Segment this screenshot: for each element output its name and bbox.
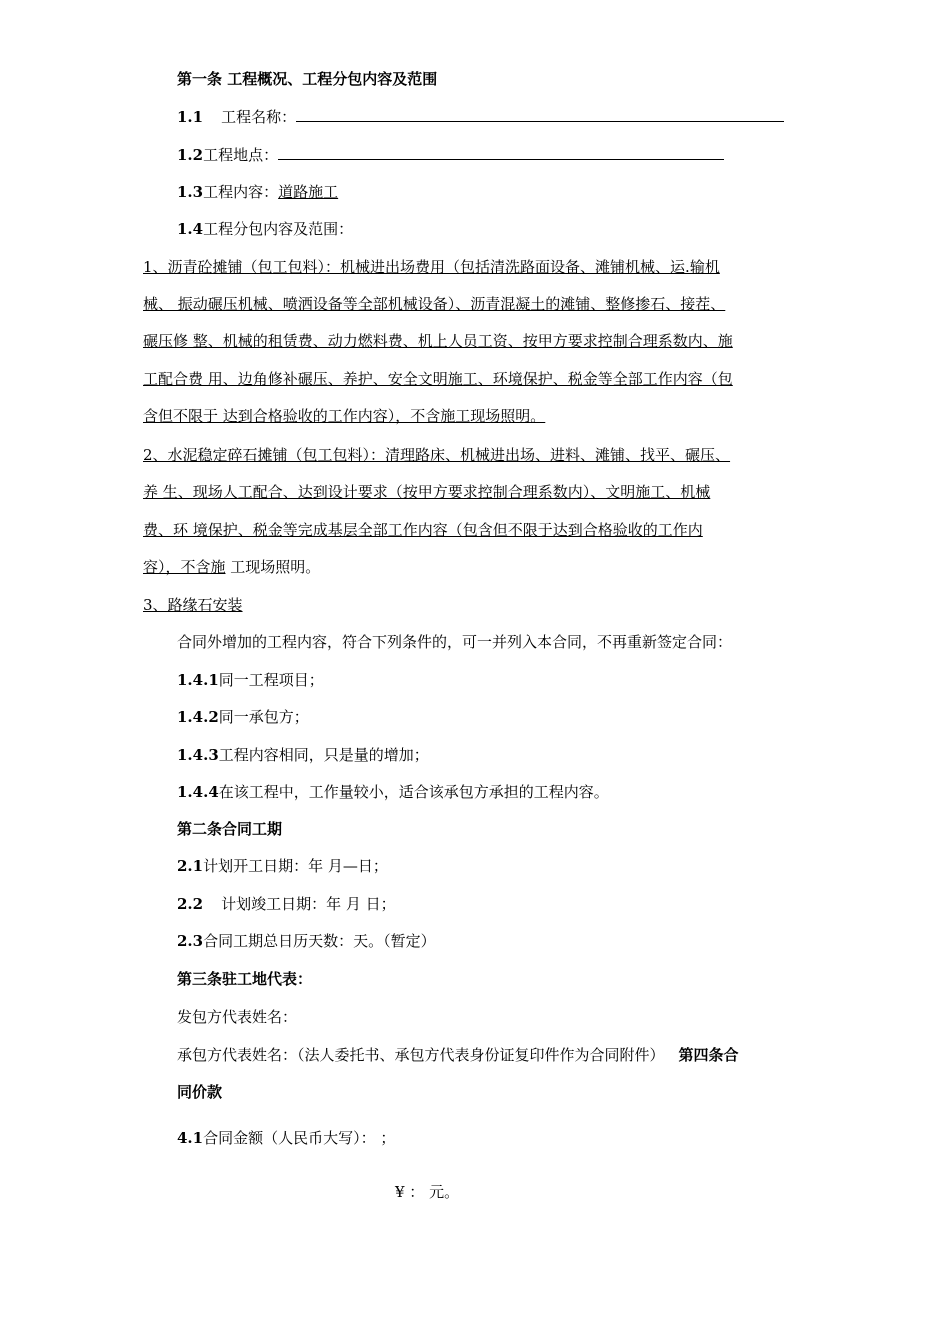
item-number: 1.4.2 xyxy=(177,708,219,726)
scope-item-2-line: 2、水泥稳定碎石摊铺（包工包料）：清理路床、机械进出场、进料、滩铺、找平、碾压、 xyxy=(143,446,731,464)
condition-text: 同一承包方； xyxy=(218,708,309,726)
scope-item-3: 3、路缘石安装 xyxy=(143,596,243,614)
extra-work-intro: 合同外增加的工程内容，符合下列条件的，可一并列入本合同，不再重新签定合同： xyxy=(177,633,733,651)
completion-date: 计划竣工日期：年 月 日； xyxy=(221,895,396,913)
condition-1 xyxy=(177,670,324,690)
contract-amount-figures: ¥ ： 元。 xyxy=(395,1183,460,1201)
item-2-2 xyxy=(177,894,396,914)
scope-item-1-line: 碾压修 整、机械的租赁费、动力燃料费、机上人员工资、按甲方要求控制合理系数内、施 xyxy=(143,332,733,350)
item-number: 1.4 xyxy=(177,220,204,238)
scope-item-2-line: 费、环 境保护、税金等完成基层全部工作内容（包含但不限于达到合格验收的工作内 xyxy=(143,521,703,539)
contractor-rep-line xyxy=(177,1045,739,1065)
total-days: 合同工期总日历天数：天。（暂定） xyxy=(203,932,436,950)
article2-title: 第二条合同工期 xyxy=(177,820,283,838)
scope-item-2-line: 养 生、现场人工配合、达到设计要求（按甲方要求控制合理系数内）、文明施工、机械 xyxy=(143,483,711,501)
condition-text: 工程内容相同，只是量的增加； xyxy=(218,746,429,764)
condition-3 xyxy=(177,745,429,765)
condition-text: 在该工程中，工作量较小，适合该承包方承担的工程内容。 xyxy=(218,783,609,801)
scope-item-1-line: 械、 振动碾压机械、喷洒设备等全部机械设备）、沥青混凝土的滩铺、整修掺石、接茬、 xyxy=(143,295,726,313)
item-1-1 xyxy=(177,107,784,127)
item-number: 1.4.4 xyxy=(177,783,219,801)
condition-4 xyxy=(177,782,609,802)
item-1-4 xyxy=(177,219,353,239)
item-number: 4.1 xyxy=(177,1129,204,1147)
item-1-2 xyxy=(177,145,724,165)
item-number: 2.1 xyxy=(177,857,204,875)
contractor-rep: 承包方代表姓名：（法人委托书、承包方代表身份证复印件作为合同附件） xyxy=(177,1046,665,1064)
item-number: 2.3 xyxy=(177,932,204,950)
item-number: 1.1 xyxy=(177,108,204,126)
scope-item-1-line: 1、沥青砼摊铺（包工包料）：机械进出场费用（包括清洗路面设备、滩铺机械、运.输机 xyxy=(143,258,720,276)
article3-title: 第三条驻工地代表： xyxy=(177,970,313,988)
article4-title-start: 第四条合 xyxy=(678,1046,739,1064)
item-2-3 xyxy=(177,931,436,951)
project-location-label: 工程地点： xyxy=(203,146,279,164)
scope-item-2-tail: 工现场照明。 xyxy=(225,558,321,576)
project-name-field[interactable] xyxy=(296,107,784,122)
item-1-3 xyxy=(177,182,338,202)
project-content-value: 道路施工 xyxy=(278,183,339,201)
project-location-field[interactable] xyxy=(278,145,724,160)
item-number: 1.4.3 xyxy=(177,746,219,764)
scope-item-2-underlined: 容），不含施 xyxy=(143,558,226,576)
article4-title-end: 同价款 xyxy=(177,1083,223,1101)
item-2-1 xyxy=(177,856,388,876)
item-number: 1.3 xyxy=(177,183,204,201)
condition-2 xyxy=(177,707,309,727)
contract-amount-words: 合同金额（人民币大写）： ； xyxy=(203,1129,396,1147)
item-4-1 xyxy=(177,1128,395,1148)
article1-title: 第一条 工程概况、工程分包内容及范围 xyxy=(177,70,438,88)
employer-rep: 发包方代表姓名： xyxy=(177,1008,298,1026)
project-name-label: 工程名称： xyxy=(221,108,297,126)
scope-item-1-line: 工配合费 用、边角修补碾压、养护、安全文明施工、环境保护、税金等全部工作内容（包 xyxy=(143,370,733,388)
scope-item-2-line xyxy=(143,557,320,577)
start-date: 计划开工日期：年 月—日； xyxy=(203,857,388,875)
item-number: 1.2 xyxy=(177,146,204,164)
scope-item-1-line: 含但不限于 达到合格验收的工作内容），不含施工现场照明。 xyxy=(143,407,546,425)
condition-text: 同一工程项目； xyxy=(218,671,324,689)
item-number: 2.2 xyxy=(177,895,204,913)
item-number: 1.4.1 xyxy=(177,671,219,689)
project-content-label: 工程内容： xyxy=(203,183,279,201)
scope-label: 工程分包内容及范围： xyxy=(203,220,354,238)
